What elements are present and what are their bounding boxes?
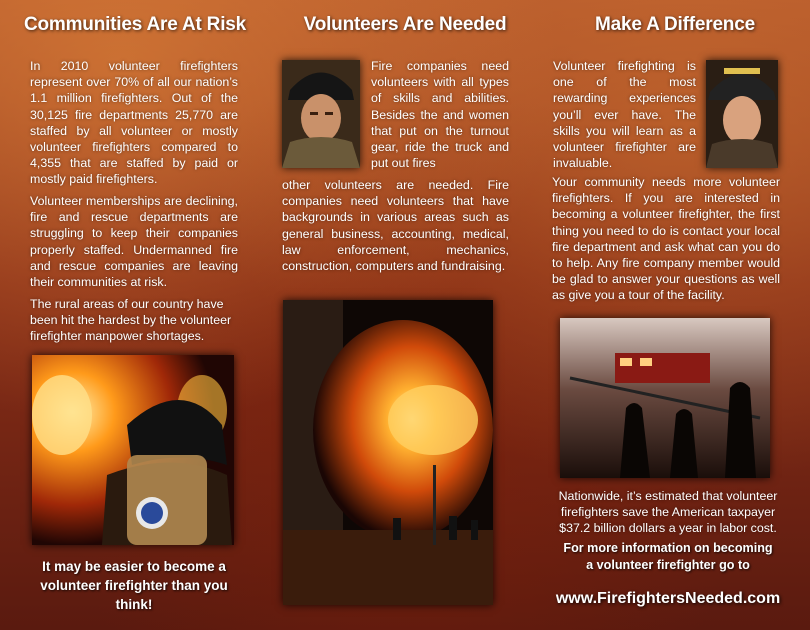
photo-building-fire (283, 300, 493, 605)
tagline: It may be easier to become a volunteer firefighter than you think! (40, 559, 228, 612)
para-difference-side: Volunteer firefighting is one of the most rewarding experiences you’ll ever have. The skills you will learn as a volunteer firefighter are invaluable. (553, 59, 696, 171)
heading-volunteers: Volunteers Are Needed (303, 14, 507, 35)
para-community-needs: Your community needs more volunteer firefighters. If you are interested in becoming a volunteer firefighter, the first thing you need to do is contact your local fire department and ask what can you do to help. Any fire company member would be glad to answer your questions as well as give you a tour of the facility. (552, 175, 780, 303)
photo-female-firefighter (706, 60, 778, 168)
para-rural: The rural areas of our country have been hit the hardest by the volunteer firefighter manpower shortages. (30, 297, 232, 344)
para-statistics: In 2010 volunteer firefighters represent over 70% of all our nation’s 1.1 million firefighters. Out of the 30,125 fire departments 25,770 are staffed by all volunteer or mostly volunteer firefighters compared to 4,355 that are staffed by paid or mostly paid firefighters. (30, 59, 238, 187)
info-text: For more information on becoming a volunteer firefighter go to (563, 541, 773, 572)
para-volunteers-full: other volunteers are needed. Fire companies need volunteers that have backgrounds in various areas such as general business, accounting, medical, law enforcement, mechanics, construction, computers and fundraising. (282, 178, 509, 274)
para-memberships: Volunteer memberships are declining, fire and rescue departments are struggling to keep their companies properly staffed. Undermanned fire and rescue companies are leaving their communities at risk. (30, 194, 238, 290)
panel-difference (540, 0, 810, 630)
website-link[interactable]: www.FirefightersNeeded.com (555, 590, 781, 607)
heading-difference: Make A Difference (595, 14, 755, 35)
panel-communities (0, 0, 270, 630)
panel-volunteers (270, 0, 540, 630)
photo-night-fire-scene (560, 318, 770, 478)
para-volunteers-side: Fire companies need volunteers with all types of skills and abilities. Besides the and women that put on the turnout gear, ride the truck and put out fires (371, 59, 509, 171)
photo-firefighter-back (32, 355, 234, 545)
para-taxpayer-savings: Nationwide, it’s estimated that volunteer firefighters save the American taxpayer $37.2 billion dollars a year in labor cost. (558, 489, 778, 536)
photo-male-firefighter (282, 60, 360, 168)
heading-communities: Communities Are At Risk (23, 14, 247, 35)
